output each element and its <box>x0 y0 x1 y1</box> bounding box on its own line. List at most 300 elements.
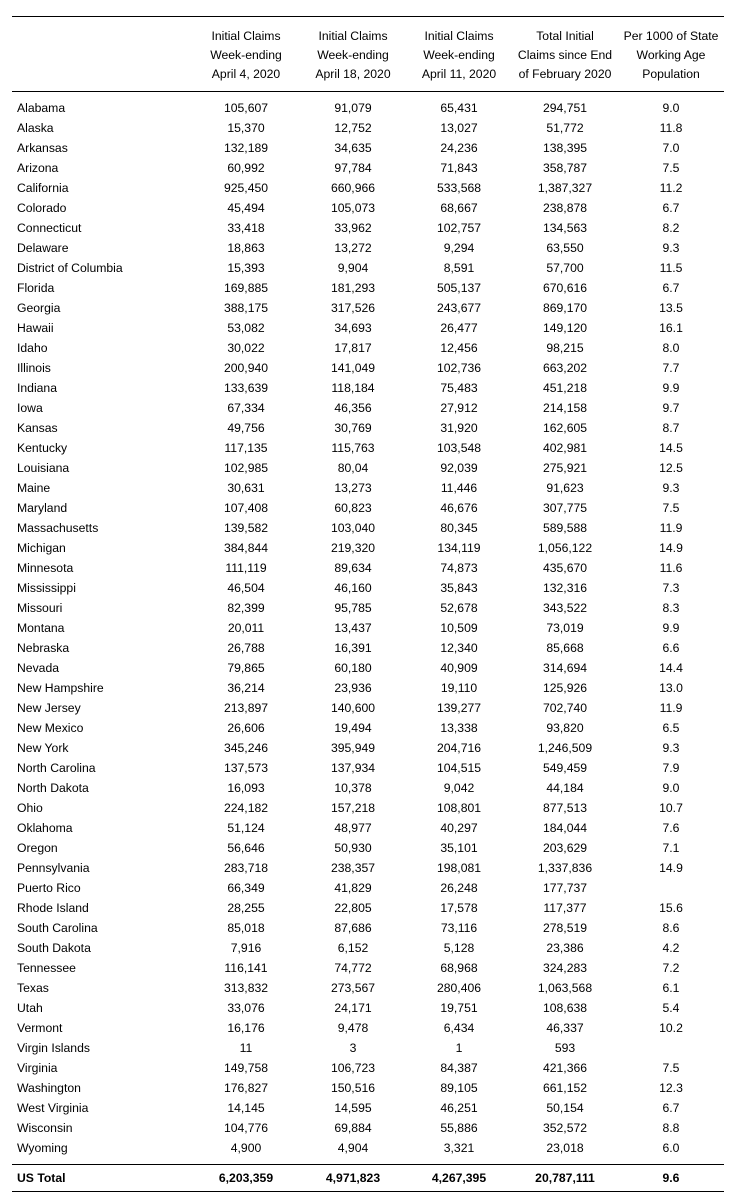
value-cell: 313,832 <box>223 981 269 995</box>
value-cell: 50,930 <box>334 841 372 855</box>
value-cell: 89,105 <box>440 1081 478 1095</box>
value-cell: 17,817 <box>334 341 372 355</box>
table-row <box>12 598 724 618</box>
state-name-cell: Wisconsin <box>17 1121 73 1135</box>
state-name-cell: Washington <box>17 1081 81 1095</box>
value-cell: 102,757 <box>436 221 482 235</box>
state-name-cell: Texas <box>17 981 49 995</box>
value-cell: 14.4 <box>659 661 683 675</box>
value-cell: 16,391 <box>334 641 372 655</box>
state-name-cell: North Carolina <box>17 761 96 775</box>
state-name-cell: Ohio <box>17 801 43 815</box>
value-cell: 132,189 <box>223 141 269 155</box>
table-row <box>12 198 724 218</box>
total-value-cell: 6,203,359 <box>192 1165 300 1192</box>
value-cell: 48,977 <box>334 821 372 835</box>
value-cell: 49,756 <box>227 421 265 435</box>
value-cell: 34,635 <box>334 141 372 155</box>
value-cell: 108,801 <box>436 801 482 815</box>
value-cell: 314,694 <box>542 661 588 675</box>
state-name-cell: Hawaii <box>17 321 54 335</box>
header-cell-col-4 <box>512 17 618 92</box>
value-cell: 14,595 <box>334 1101 372 1115</box>
table-row <box>12 878 724 898</box>
state-name-cell: Minnesota <box>17 561 74 575</box>
value-cell: 140,600 <box>330 701 376 715</box>
value-cell: 12,752 <box>334 121 372 135</box>
value-cell: 9,042 <box>443 781 475 795</box>
total-value-cell: 4,267,395 <box>406 1165 512 1192</box>
state-name-cell: Missouri <box>17 601 63 615</box>
value-cell: 8.8 <box>662 1121 680 1135</box>
value-cell: 157,218 <box>330 801 376 815</box>
value-cell: 14,145 <box>227 1101 265 1115</box>
value-cell: 33,076 <box>227 1001 265 1015</box>
table-row <box>12 218 724 238</box>
value-cell: 9.9 <box>662 621 680 635</box>
total-value-cell: 4,971,823 <box>300 1165 406 1192</box>
state-name-cell: Puerto Rico <box>17 881 81 895</box>
value-cell: 11.9 <box>659 521 683 535</box>
value-cell: 13.0 <box>659 681 683 695</box>
value-cell: 46,337 <box>546 1021 584 1035</box>
header-cell-col-1 <box>192 17 300 92</box>
value-cell: 82,399 <box>227 601 265 615</box>
value-cell: 10.7 <box>659 801 683 815</box>
value-cell: 198,081 <box>436 861 482 875</box>
state-name-cell: West Virginia <box>17 1101 89 1115</box>
value-cell: 343,522 <box>542 601 588 615</box>
value-cell: 74,772 <box>334 961 372 975</box>
value-cell: 27,912 <box>440 401 478 415</box>
table-row <box>12 518 724 538</box>
value-cell: 15,393 <box>227 261 265 275</box>
value-cell: 79,865 <box>227 661 265 675</box>
value-cell: 200,940 <box>223 361 269 375</box>
value-cell: 46,251 <box>440 1101 478 1115</box>
state-name-cell: Kentucky <box>17 441 68 455</box>
value-cell: 16,176 <box>227 1021 265 1035</box>
value-cell: 8.7 <box>662 421 680 435</box>
value-cell: 663,202 <box>542 361 588 375</box>
value-cell: 85,018 <box>227 921 265 935</box>
value-cell: 169,885 <box>223 281 269 295</box>
value-cell: 593 <box>554 1041 576 1055</box>
header-line: April 18, 2020 <box>315 67 391 81</box>
value-cell: 125,926 <box>542 681 588 695</box>
table-row <box>12 438 724 458</box>
value-cell: 34,693 <box>334 321 372 335</box>
value-cell: 45,494 <box>227 201 265 215</box>
value-cell: 23,386 <box>546 941 584 955</box>
table-row <box>12 178 724 198</box>
value-cell <box>618 878 724 898</box>
value-cell: 50,154 <box>546 1101 584 1115</box>
table-row <box>12 978 724 998</box>
value-cell: 4.2 <box>662 941 680 955</box>
value-cell: 7.7 <box>662 361 680 375</box>
value-cell: 26,248 <box>440 881 478 895</box>
value-cell: 80,345 <box>440 521 478 535</box>
table-row <box>12 1018 724 1038</box>
value-cell: 150,516 <box>330 1081 376 1095</box>
value-cell: 41,829 <box>334 881 372 895</box>
value-cell: 75,483 <box>440 381 478 395</box>
state-name-cell: Florida <box>17 281 55 295</box>
state-name-cell: New Jersey <box>17 701 81 715</box>
value-cell: 1,387,327 <box>537 181 593 195</box>
value-cell: 19,110 <box>440 681 478 695</box>
value-cell: 105,073 <box>330 201 376 215</box>
value-cell: 533,568 <box>436 181 482 195</box>
value-cell: 7,916 <box>230 941 262 955</box>
value-cell: 7.5 <box>662 1061 680 1075</box>
value-cell: 11.5 <box>659 261 683 275</box>
value-cell: 8,591 <box>443 261 475 275</box>
state-name-cell: Georgia <box>17 301 61 315</box>
value-cell: 3,321 <box>443 1141 475 1155</box>
value-cell: 68,968 <box>440 961 478 975</box>
value-cell: 13.5 <box>659 301 683 315</box>
value-cell: 53,082 <box>227 321 265 335</box>
value-cell: 5,128 <box>443 941 475 955</box>
value-cell: 91,079 <box>334 101 372 115</box>
value-cell: 14.5 <box>659 441 683 455</box>
header-line: Total Initial <box>536 29 594 43</box>
value-cell: 6.7 <box>662 201 680 215</box>
state-name-cell: Nebraska <box>17 641 70 655</box>
value-cell: 103,548 <box>436 441 482 455</box>
table-row <box>12 378 724 398</box>
value-cell: 104,515 <box>436 761 482 775</box>
value-cell: 6.1 <box>662 981 680 995</box>
value-cell: 11 <box>239 1041 253 1055</box>
table-row <box>12 558 724 578</box>
value-cell: 137,934 <box>330 761 376 775</box>
value-cell: 12.5 <box>659 461 683 475</box>
header-line: Week-ending <box>317 48 389 62</box>
total-value-cell: 20,787,111 <box>512 1165 618 1192</box>
value-cell: 238,878 <box>542 201 588 215</box>
value-cell: 60,992 <box>227 161 265 175</box>
value-cell: 28,255 <box>227 901 265 915</box>
table-row <box>12 1038 724 1058</box>
value-cell: 358,787 <box>542 161 588 175</box>
value-cell: 40,909 <box>440 661 478 675</box>
value-cell: 19,751 <box>440 1001 478 1015</box>
value-cell: 71,843 <box>440 161 478 175</box>
table-row <box>12 398 724 418</box>
value-cell: 9.9 <box>662 381 680 395</box>
value-cell: 87,686 <box>334 921 372 935</box>
value-cell: 98,215 <box>546 341 584 355</box>
header-cell-col-2 <box>300 17 406 92</box>
value-cell: 238,357 <box>330 861 376 875</box>
value-cell: 9.7 <box>662 401 680 415</box>
value-cell: 8.2 <box>662 221 680 235</box>
value-cell: 6,152 <box>337 941 369 955</box>
value-cell: 12.3 <box>659 1081 683 1095</box>
value-cell: 138,395 <box>542 141 588 155</box>
value-cell: 6,434 <box>443 1021 475 1035</box>
state-name-cell: Alabama <box>17 101 66 115</box>
value-cell: 204,716 <box>436 741 482 755</box>
table-row <box>12 258 724 278</box>
value-cell: 31,920 <box>440 421 478 435</box>
value-cell: 184,044 <box>542 821 588 835</box>
value-cell: 51,772 <box>546 121 584 135</box>
value-cell: 6.5 <box>662 721 680 735</box>
value-cell: 13,027 <box>440 121 478 135</box>
value-cell: 106,723 <box>330 1061 376 1075</box>
value-cell: 108,638 <box>542 1001 588 1015</box>
value-cell: 9.3 <box>662 741 680 755</box>
value-cell: 24,171 <box>334 1001 372 1015</box>
table-row <box>12 1058 724 1078</box>
claims-table <box>12 16 724 1192</box>
header-cell-col-3 <box>406 17 512 92</box>
value-cell: 176,827 <box>223 1081 269 1095</box>
value-cell: 181,293 <box>330 281 376 295</box>
header-cell-state <box>12 17 192 92</box>
value-cell: 1,337,836 <box>537 861 593 875</box>
value-cell: 214,158 <box>542 401 588 415</box>
value-cell: 224,182 <box>223 801 269 815</box>
table-row <box>12 318 724 338</box>
header-line: Initial Claims <box>318 29 388 43</box>
value-cell: 6.6 <box>662 641 680 655</box>
value-cell: 9,904 <box>337 261 369 275</box>
table-row <box>12 578 724 598</box>
table-row <box>12 358 724 378</box>
value-cell: 104,776 <box>223 1121 269 1135</box>
value-cell: 9.0 <box>662 101 680 115</box>
table-row <box>12 1078 724 1098</box>
value-cell: 395,949 <box>330 741 376 755</box>
value-cell: 46,160 <box>334 581 372 595</box>
value-cell: 51,124 <box>227 821 265 835</box>
state-name-cell: North Dakota <box>17 781 89 795</box>
value-cell: 26,477 <box>440 321 478 335</box>
value-cell: 10,509 <box>440 621 478 635</box>
state-name-cell: Vermont <box>17 1021 63 1035</box>
value-cell: 69,884 <box>334 1121 372 1135</box>
value-cell: 7.0 <box>662 141 680 155</box>
table-row <box>12 918 724 938</box>
value-cell: 111,119 <box>225 561 267 575</box>
value-cell: 117,377 <box>543 901 587 915</box>
state-name-cell: Utah <box>17 1001 43 1015</box>
value-cell: 4,904 <box>337 1141 369 1155</box>
value-cell: 402,981 <box>542 441 588 455</box>
state-name-cell: South Dakota <box>17 941 91 955</box>
state-name-cell: Montana <box>17 621 65 635</box>
value-cell: 103,040 <box>330 521 376 535</box>
table-row <box>12 338 724 358</box>
value-cell: 73,116 <box>440 921 478 935</box>
state-name-cell: Oregon <box>17 841 58 855</box>
state-name-cell: New York <box>17 741 69 755</box>
state-name-cell: Tennessee <box>17 961 76 975</box>
value-cell: 869,170 <box>542 301 588 315</box>
value-cell: 294,751 <box>542 101 588 115</box>
value-cell: 66,349 <box>227 881 265 895</box>
value-cell: 925,450 <box>223 181 269 195</box>
value-cell: 307,775 <box>542 501 588 515</box>
value-cell: 73,019 <box>546 621 584 635</box>
value-cell: 549,459 <box>542 761 588 775</box>
value-cell: 139,582 <box>223 521 269 535</box>
header-line: Working Age <box>636 48 706 62</box>
state-name-cell: Virgin Islands <box>17 1041 90 1055</box>
value-cell: 505,137 <box>436 281 482 295</box>
state-name-cell: Idaho <box>17 341 48 355</box>
value-cell: 5.4 <box>662 1001 680 1015</box>
value-cell: 9.0 <box>662 781 680 795</box>
value-cell: 589,588 <box>542 521 588 535</box>
value-cell: 65,431 <box>440 101 478 115</box>
table-row <box>12 958 724 978</box>
value-cell: 46,676 <box>440 501 478 515</box>
value-cell: 16.1 <box>659 321 683 335</box>
value-cell: 11.2 <box>659 181 683 195</box>
state-name-cell: Kansas <box>17 421 58 435</box>
total-label-cell: US Total <box>12 1165 192 1192</box>
value-cell: 345,246 <box>223 741 269 755</box>
table-row <box>12 1098 724 1118</box>
table-row <box>12 678 724 698</box>
table-row <box>12 938 724 958</box>
value-cell: 13,272 <box>334 241 372 255</box>
table-row <box>12 738 724 758</box>
value-cell: 8.3 <box>662 601 680 615</box>
value-cell: 162,605 <box>542 421 588 435</box>
value-cell: 95,785 <box>334 601 372 615</box>
state-name-cell: Arkansas <box>17 141 68 155</box>
value-cell: 97,784 <box>334 161 372 175</box>
table-row <box>12 92 724 119</box>
state-name-cell: Massachusetts <box>17 521 99 535</box>
value-cell: 35,843 <box>440 581 478 595</box>
value-cell: 388,175 <box>223 301 269 315</box>
header-line: Claims since End <box>517 48 613 62</box>
header-line: Population <box>642 67 700 81</box>
value-cell: 13,437 <box>334 621 372 635</box>
header-line: April 4, 2020 <box>211 67 281 81</box>
value-cell: 317,526 <box>330 301 376 315</box>
value-cell: 9.3 <box>662 481 680 495</box>
value-cell: 56,646 <box>227 841 265 855</box>
value-cell: 102,985 <box>223 461 269 475</box>
table-row <box>12 698 724 718</box>
value-cell: 30,022 <box>227 341 265 355</box>
value-cell: 177,737 <box>542 881 588 895</box>
header-line: Week-ending <box>423 48 495 62</box>
value-cell: 15,370 <box>227 121 265 135</box>
state-name-cell: Pennsylvania <box>17 861 90 875</box>
value-cell: 9,478 <box>337 1021 369 1035</box>
value-cell: 63,550 <box>546 241 584 255</box>
table-row <box>12 998 724 1018</box>
table-header <box>12 17 724 92</box>
value-cell: 26,606 <box>227 721 265 735</box>
value-cell: 11.9 <box>659 701 683 715</box>
header-line: April 11, 2020 <box>421 67 497 81</box>
header-line: Week-ending <box>210 48 282 62</box>
value-cell: 91,623 <box>546 481 584 495</box>
table-row <box>12 158 724 178</box>
value-cell: 19,494 <box>334 721 372 735</box>
state-name-cell: District of Columbia <box>17 261 123 275</box>
value-cell: 9,294 <box>443 241 475 255</box>
table-row <box>12 778 724 798</box>
state-name-cell: Rhode Island <box>17 901 89 915</box>
table-row <box>12 618 724 638</box>
value-cell: 278,519 <box>542 921 588 935</box>
value-cell: 661,152 <box>542 1081 588 1095</box>
state-name-cell: Illinois <box>17 361 51 375</box>
value-cell: 283,718 <box>223 861 269 875</box>
value-cell: 12,456 <box>440 341 478 355</box>
value-cell: 435,670 <box>542 561 588 575</box>
value-cell: 33,418 <box>227 221 265 235</box>
value-cell: 67,334 <box>227 401 265 415</box>
table-row <box>12 1138 724 1158</box>
state-name-cell: Indiana <box>17 381 57 395</box>
value-cell: 60,823 <box>334 501 372 515</box>
header-line: Per 1000 of State <box>623 29 719 43</box>
value-cell: 116,141 <box>224 961 268 975</box>
value-cell: 7.2 <box>662 961 680 975</box>
value-cell: 74,873 <box>440 561 478 575</box>
table-row <box>12 118 724 138</box>
value-cell: 670,616 <box>542 281 588 295</box>
value-cell: 1,246,509 <box>537 741 593 755</box>
value-cell: 1 <box>455 1041 463 1055</box>
value-cell: 102,736 <box>436 361 482 375</box>
value-cell: 7.1 <box>662 841 680 855</box>
state-name-cell: Maryland <box>17 501 68 515</box>
value-cell: 17,578 <box>440 901 478 915</box>
state-name-cell: Iowa <box>17 401 43 415</box>
value-cell: 1,063,568 <box>537 981 593 995</box>
value-cell: 117,135 <box>224 441 268 455</box>
state-name-cell: Arizona <box>17 161 59 175</box>
value-cell: 10,378 <box>334 781 372 795</box>
table-row <box>12 818 724 838</box>
value-cell <box>618 1038 724 1058</box>
value-cell: 23,936 <box>334 681 372 695</box>
value-cell: 14.9 <box>659 541 683 555</box>
value-cell: 139,277 <box>436 701 482 715</box>
value-cell: 20,011 <box>227 621 265 635</box>
value-cell: 118,184 <box>331 381 375 395</box>
value-cell: 877,513 <box>542 801 588 815</box>
table-row <box>12 658 724 678</box>
value-cell: 10.2 <box>659 1021 683 1035</box>
value-cell: 30,631 <box>227 481 265 495</box>
value-cell: 89,634 <box>334 561 372 575</box>
table-row <box>12 638 724 658</box>
header-row <box>12 17 724 92</box>
value-cell: 213,897 <box>223 701 269 715</box>
value-cell: 92,039 <box>440 461 478 475</box>
value-cell: 132,316 <box>542 581 588 595</box>
state-name-cell: Colorado <box>17 201 67 215</box>
total-value-cell: 9.6 <box>618 1165 724 1192</box>
value-cell: 280,406 <box>436 981 482 995</box>
value-cell: 105,607 <box>223 101 269 115</box>
